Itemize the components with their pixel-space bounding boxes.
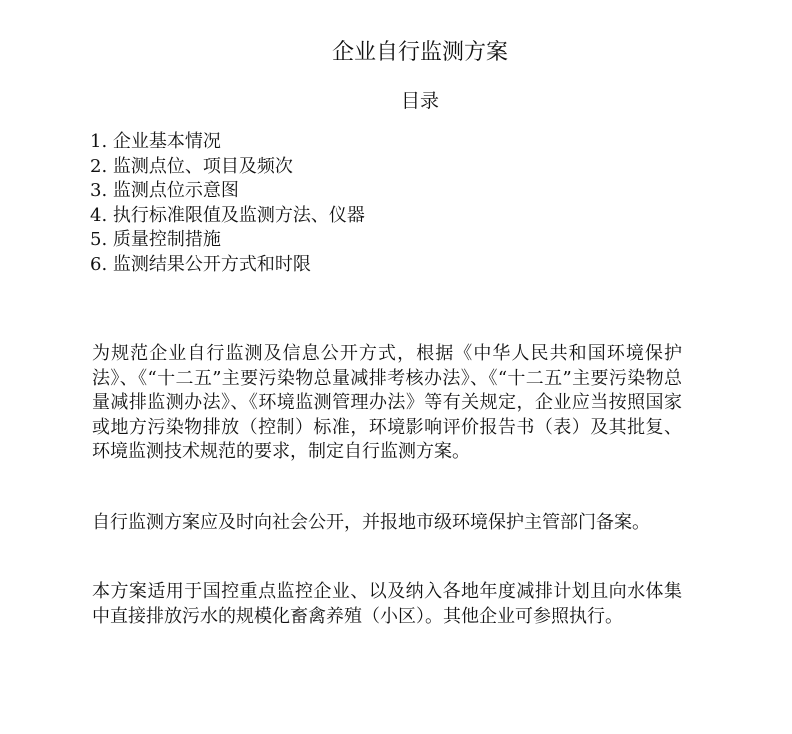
toc-item: 3. 监测点位示意图 [90, 180, 239, 201]
scope-paragraph: 本方案适用于国控重点监控企业、以及纳入各地年度减排计划且向水体集中直接排放污水的规模化畜禽养殖（小区）。其他企业可参照执行。 [92, 581, 682, 627]
intro-paragraph: 为规范企业自行监测及信息公开方式，根据《中华人民共和国环境保护法》、《“十二五”主要污染物总量减排考核办法》、《“十二五”主要污染物总量减排监测办法》、《环境监测管理办法》等有关规定，企业应当按照国家或地方污染物排放（控制）标准，环境影响评价报告书（表）及其批复、环境监测技术规范的要求，制定自行监测方案。 [92, 343, 682, 462]
table-of-contents [90, 130, 365, 277]
toc-item: 6. 监测结果公开方式和时限 [90, 253, 311, 275]
toc-item: 1. 企业基本情况 [90, 131, 221, 152]
disclosure-paragraph: 自行监测方案应及时向社会公开，并报地市级环境保护主管部门备案。 [92, 512, 650, 533]
toc-item: 5. 质量控制措施 [90, 229, 221, 250]
toc-item: 2. 监测点位、项目及频次 [90, 155, 293, 177]
document-title: 企业自行监测方案 [331, 40, 508, 65]
toc-heading: 目录 [400, 90, 439, 112]
toc-item: 4. 执行标准限值及监测方法、仪器 [90, 204, 365, 226]
